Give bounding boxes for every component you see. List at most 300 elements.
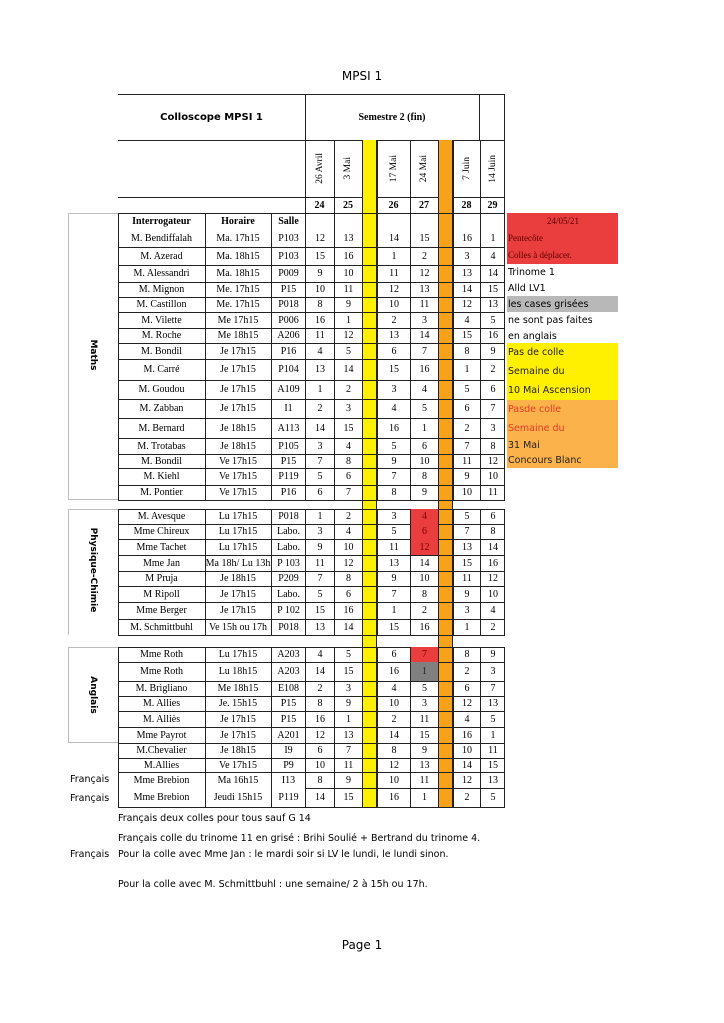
salle: I1 — [284, 403, 293, 414]
horaire: Ve 17h15 — [218, 759, 258, 771]
trinome-cell: 4 — [490, 250, 496, 262]
trinome-cell: 2 — [346, 511, 351, 522]
interrogateur-name: Mme Berger — [136, 605, 187, 616]
trinome-cell: 7 — [411, 647, 438, 662]
horaire: Je. 15h15 — [218, 698, 258, 709]
trinome-cell: 4 — [490, 605, 496, 616]
trinome-cell: 9 — [490, 649, 496, 660]
horaire: Me 18h15 — [217, 330, 259, 341]
trinome-cell: 4 — [411, 509, 438, 524]
salle: P15 — [280, 284, 297, 295]
salle: A201 — [277, 729, 300, 741]
horaire: Me. 17h15 — [216, 299, 260, 310]
section-label-francais-2: Français — [70, 793, 110, 804]
interrogateur-name: Mme Brebion — [133, 792, 190, 803]
interrogateur-name: M. Alessandri — [133, 268, 190, 279]
trinome-cell: 8 — [422, 471, 427, 482]
interrogateur-name: M Pruja — [145, 573, 178, 584]
horaire: Ma. 18h15 — [216, 268, 260, 279]
trinome-cell: 12 — [343, 330, 354, 341]
trinome-cell: 10 — [389, 299, 399, 310]
trinome-cell: 12 — [389, 284, 399, 295]
trinome-cell: 3 — [346, 683, 351, 694]
trinome-cell: 5 — [346, 345, 351, 357]
interrogateur-name: M. Alliès — [142, 713, 181, 725]
week-date — [305, 140, 334, 197]
footer-note-4: Pour la colle avec M. Schmittbuhl : une semaine/ 2 à 15h ou 17h. — [118, 879, 428, 890]
side-note: en anglais — [507, 328, 618, 345]
interrogateur-name: M. Bondil — [140, 455, 183, 467]
trinome-cell: 14 — [419, 330, 430, 341]
interrogateur-name: M. Goudou — [138, 384, 185, 395]
col-header-salle: Salle — [278, 215, 299, 227]
colloscope-title: Colloscope MPSI 1 — [160, 111, 263, 123]
trinome-cell: 9 — [391, 573, 397, 584]
trinome-cell: 8 — [391, 745, 397, 756]
trinome-cell: 16 — [389, 792, 399, 803]
trinome-cell: 14 — [389, 729, 399, 741]
trinome-cell: 13 — [389, 330, 399, 341]
salle: P105 — [278, 440, 299, 452]
trinome-cell: 11 — [343, 759, 354, 771]
trinome-cell: 14 — [419, 557, 430, 569]
trinome-cell: 2 — [422, 250, 427, 262]
trinome-cell: 16 — [462, 232, 472, 244]
trinome-cell: 10 — [389, 698, 399, 709]
trinome-cell: 7 — [490, 403, 496, 414]
salle: P009 — [278, 268, 299, 279]
trinome-cell: 1 — [346, 713, 351, 725]
side-note: Semaine du — [507, 362, 618, 381]
trinome-cell: 10 — [488, 471, 498, 482]
trinome-cell: 2 — [464, 666, 470, 677]
trinome-cell: 5 — [490, 713, 496, 725]
salle: P119 — [278, 792, 299, 803]
week-date — [377, 140, 410, 197]
horaire: Ma. 18h15 — [216, 250, 260, 262]
trinome-cell: 3 — [464, 605, 470, 616]
trinome-cell: 1 — [317, 511, 323, 522]
trinome-cell: 10 — [462, 745, 472, 756]
trinome-cell: 6 — [490, 384, 496, 395]
trinome-cell: 5 — [464, 384, 470, 395]
trinome-cell: 8 — [391, 487, 397, 498]
trinome-cell: 8 — [317, 774, 323, 786]
trinome-cell: 8 — [490, 440, 496, 452]
trinome-cell: 1 — [411, 662, 438, 681]
side-note: 31 Mai — [507, 438, 618, 453]
week-date-label: 26 Avril — [314, 153, 325, 184]
trinome-cell: 15 — [343, 792, 354, 803]
trinome-cell: 2 — [490, 364, 496, 375]
salle: P15 — [280, 698, 297, 709]
trinome-cell: 13 — [419, 759, 430, 771]
interrogateur-name: M. Roche — [141, 330, 182, 341]
salle: P103 — [278, 250, 299, 262]
horaire: Je 17h15 — [220, 605, 256, 616]
trinome-cell: 4 — [422, 384, 427, 395]
horaire: Ve 17h15 — [218, 487, 258, 498]
interrogateur-name: M. Pontier — [140, 487, 183, 498]
trinome-cell: 13 — [343, 729, 354, 741]
horaire: Me 17h15 — [217, 314, 259, 326]
trinome-cell: 15 — [462, 330, 472, 341]
page-number: Page 1 — [341, 938, 383, 952]
trinome-cell: 3 — [317, 526, 323, 537]
trinome-cell: 1 — [490, 729, 496, 741]
trinome-cell: 13 — [462, 541, 472, 553]
trinome-cell: 10 — [343, 541, 354, 553]
side-note: Pas de colle — [507, 343, 618, 362]
trinome-cell: 1 — [464, 364, 470, 375]
trinome-cell: 11 — [389, 541, 399, 553]
trinome-cell: 7 — [346, 745, 351, 756]
side-note: Alld LV1 — [507, 280, 618, 297]
trinome-cell: 5 — [391, 440, 397, 452]
trinome-cell: 7 — [346, 487, 351, 498]
salle: P119 — [278, 471, 299, 482]
trinome-cell: 10 — [462, 487, 472, 498]
salle: P15 — [280, 713, 297, 725]
salle: Labo. — [276, 541, 301, 553]
side-note: Trinome 1 — [507, 264, 618, 281]
trinome-cell: 6 — [464, 403, 470, 414]
trinome-cell: 7 — [317, 573, 323, 584]
salle: P006 — [278, 314, 299, 326]
horaire: Je 18h15 — [220, 573, 256, 584]
trinome-cell: 12 — [419, 268, 430, 279]
trinome-cell: 11 — [462, 455, 472, 467]
trinome-cell: 6 — [391, 649, 397, 660]
interrogateur-name: M. Bendiffalah — [131, 232, 192, 244]
trinome-cell: 16 — [315, 713, 325, 725]
trinome-cell: 1 — [391, 250, 397, 262]
interrogateur-name: M.Allies — [143, 759, 180, 771]
salle: P9 — [283, 759, 294, 771]
trinome-cell: 2 — [317, 683, 323, 694]
trinome-cell: 4 — [391, 403, 397, 414]
trinome-cell: 9 — [391, 455, 397, 467]
trinome-cell: 16 — [488, 330, 498, 341]
side-note: Colles à déplacer. — [507, 247, 618, 264]
trinome-cell: 13 — [389, 557, 399, 569]
trinome-cell: 9 — [464, 471, 470, 482]
horaire: Ma. 17h15 — [216, 232, 260, 244]
salle: A203 — [277, 666, 300, 677]
interrogateur-name: Mme Roth — [139, 649, 184, 660]
horaire: Lu 17h15 — [218, 649, 258, 660]
trinome-cell: 15 — [389, 621, 399, 633]
horaire: Je 17h15 — [220, 588, 256, 600]
horaire: Je 17h15 — [220, 384, 256, 395]
trinome-cell: 7 — [464, 526, 470, 537]
trinome-cell: 2 — [391, 713, 397, 725]
salle: A109 — [277, 384, 300, 395]
horaire: Je 17h15 — [220, 345, 256, 357]
horaire: Ve 15h ou 17h — [208, 621, 268, 633]
horaire: Lu 17h15 — [218, 526, 258, 537]
salle: P 103 — [277, 557, 300, 569]
trinome-cell: 12 — [488, 573, 498, 584]
trinome-cell: 7 — [464, 440, 470, 452]
trinome-cell: 12 — [488, 455, 498, 467]
trinome-cell: 10 — [389, 774, 399, 786]
trinome-cell: 12 — [462, 299, 472, 310]
interrogateur-name: M. Vilette — [141, 314, 182, 326]
horaire: Je 17h15 — [220, 364, 256, 375]
trinome-cell: 2 — [391, 314, 397, 326]
trinome-cell: 6 — [411, 524, 438, 539]
trinome-cell: 7 — [391, 588, 397, 600]
horaire: Me 18h15 — [217, 683, 259, 694]
holiday-band-yellow — [362, 140, 377, 807]
salle: P103 — [278, 232, 299, 244]
trinome-cell: 3 — [317, 440, 323, 452]
trinome-cell: 14 — [315, 422, 325, 434]
trinome-cell: 3 — [346, 403, 351, 414]
horaire: Jeudi 15h15 — [213, 792, 263, 803]
salle: P018 — [278, 511, 299, 522]
trinome-cell: 7 — [422, 345, 427, 357]
trinome-cell: 7 — [317, 455, 323, 467]
trinome-cell: 2 — [317, 403, 323, 414]
interrogateur-name: Mme Brebion — [133, 774, 190, 786]
interrogateur-name: Mme Payrot — [136, 729, 187, 741]
side-note: Semaine du — [507, 419, 618, 438]
trinome-cell: 9 — [346, 698, 351, 709]
week-date — [334, 140, 362, 197]
trinome-cell: 6 — [346, 588, 351, 600]
interrogateur-name: M. Azerad — [140, 250, 183, 262]
trinome-cell: 8 — [317, 698, 323, 709]
salle: E108 — [277, 683, 300, 694]
trinome-cell: 10 — [315, 759, 325, 771]
trinome-cell: 14 — [488, 541, 498, 553]
horaire: Je 18h15 — [220, 745, 256, 756]
trinome-cell: 5 — [317, 471, 323, 482]
trinome-cell: 3 — [464, 250, 470, 262]
trinome-cell: 15 — [462, 557, 472, 569]
salle: P 102 — [277, 605, 300, 616]
trinome-cell: 10 — [419, 455, 430, 467]
trinome-cell: 3 — [422, 698, 427, 709]
salle: A113 — [277, 422, 300, 434]
trinome-cell: 6 — [346, 471, 351, 482]
trinome-cell: 14 — [315, 666, 325, 677]
trinome-cell: 11 — [488, 745, 498, 756]
section-label-francais-1: Français — [70, 774, 110, 785]
trinome-cell: 1 — [317, 384, 323, 395]
trinome-cell: 9 — [317, 268, 323, 279]
week-number: 24 — [314, 199, 325, 211]
trinome-cell: 9 — [422, 745, 427, 756]
interrogateur-name: Mme Chireux — [133, 526, 190, 537]
interrogateur-name: M. Brigliano — [135, 683, 188, 694]
trinome-cell: 8 — [464, 345, 470, 357]
trinome-cell: 3 — [490, 666, 496, 677]
trinome-cell: 6 — [317, 487, 323, 498]
salle: Labo. — [276, 588, 301, 600]
trinome-cell: 11 — [315, 557, 325, 569]
trinome-cell: 15 — [488, 759, 498, 771]
trinome-cell: 2 — [346, 384, 351, 395]
trinome-cell: 12 — [315, 232, 325, 244]
trinome-cell: 16 — [488, 557, 498, 569]
salle: P209 — [278, 573, 299, 584]
interrogateur-name: M. Carré — [143, 364, 180, 375]
trinome-cell: 1 — [346, 314, 351, 326]
trinome-cell: 8 — [464, 649, 470, 660]
trinome-cell: 16 — [462, 729, 472, 741]
trinome-cell: 14 — [343, 364, 354, 375]
horaire: Ve 17h15 — [218, 471, 258, 482]
horaire: Je 17h15 — [220, 403, 256, 414]
trinome-cell: 4 — [391, 683, 397, 694]
interrogateur-name: Mme Roth — [139, 666, 184, 677]
section-label-physique: Physique-Chimie — [88, 527, 98, 613]
interrogateur-name: M. Bernard — [138, 422, 185, 434]
trinome-cell: 14 — [389, 232, 399, 244]
trinome-cell: 3 — [391, 511, 397, 522]
trinome-cell: 15 — [315, 605, 325, 616]
trinome-cell: 4 — [346, 526, 351, 537]
trinome-cell: 10 — [315, 284, 325, 295]
trinome-cell: 10 — [419, 573, 430, 584]
trinome-cell: 3 — [422, 314, 427, 326]
trinome-cell: 16 — [419, 621, 430, 633]
trinome-cell: 4 — [317, 649, 323, 660]
salle: P16 — [280, 487, 297, 498]
horaire: Lu 18h15 — [218, 666, 258, 677]
salle: P16 — [280, 345, 297, 357]
trinome-cell: 11 — [419, 713, 430, 725]
horaire: Je 17h15 — [220, 729, 256, 741]
col-header-interrogateur: Interrogateur — [132, 215, 191, 227]
interrogateur-name: M. Kiehl — [143, 471, 180, 482]
week-number: 29 — [487, 199, 498, 211]
trinome-cell: 5 — [490, 314, 496, 326]
footer-note-1: Français deux colles pour tous sauf G 14 — [118, 813, 311, 824]
trinome-cell: 11 — [419, 774, 430, 786]
trinome-cell: 9 — [346, 299, 351, 310]
week-date — [453, 140, 480, 197]
salle: I13 — [281, 774, 296, 786]
trinome-cell: 9 — [317, 541, 323, 553]
trinome-cell: 11 — [343, 284, 354, 295]
trinome-cell: 5 — [346, 649, 351, 660]
trinome-cell: 2 — [422, 605, 427, 616]
trinome-cell: 16 — [389, 422, 399, 434]
trinome-cell: 12 — [315, 729, 325, 741]
side-note: Pentecôte — [507, 230, 618, 247]
trinome-cell: 11 — [389, 268, 399, 279]
interrogateur-name: M. Zabban — [139, 403, 184, 414]
trinome-cell: 14 — [343, 621, 354, 633]
trinome-cell: 5 — [391, 526, 397, 537]
trinome-cell: 12 — [411, 539, 438, 555]
week-date — [480, 140, 505, 197]
trinome-cell: 16 — [343, 250, 354, 262]
interrogateur-name: M. Bondil — [140, 345, 183, 357]
trinome-cell: 6 — [391, 345, 397, 357]
trinome-cell: 13 — [488, 774, 498, 786]
trinome-cell: 13 — [488, 698, 498, 709]
interrogateur-name: M. Allies — [142, 698, 181, 709]
trinome-cell: 14 — [488, 268, 498, 279]
trinome-cell: 12 — [343, 557, 354, 569]
week-date-label: 24 Mai — [419, 154, 429, 183]
side-note: 24/05/21 — [507, 213, 618, 230]
trinome-cell: 9 — [490, 345, 496, 357]
side-note: 10 Mai Ascension — [507, 381, 618, 400]
trinome-cell: 13 — [343, 232, 354, 244]
trinome-cell: 2 — [464, 422, 470, 434]
week-number: 25 — [343, 199, 353, 211]
trinome-cell: 1 — [422, 792, 427, 803]
trinome-cell: 16 — [343, 605, 354, 616]
trinome-cell: 1 — [422, 422, 427, 434]
week-date-label: 3 Mai — [343, 157, 353, 180]
side-note: Pasde colle — [507, 400, 618, 419]
trinome-cell: 15 — [343, 666, 354, 677]
trinome-cell: 8 — [346, 455, 351, 467]
trinome-cell: 8 — [317, 299, 323, 310]
horaire: Lu 17h15 — [218, 511, 258, 522]
salle: P104 — [278, 364, 299, 375]
trinome-cell: 5 — [317, 588, 323, 600]
trinome-cell: 13 — [488, 299, 498, 310]
trinome-cell: 3 — [391, 384, 397, 395]
side-note: Concours Blanc — [507, 453, 618, 468]
trinome-cell: 8 — [346, 573, 351, 584]
horaire: Me. 17h15 — [216, 284, 260, 295]
trinome-cell: 12 — [462, 698, 472, 709]
interrogateur-name: Mme Tachet — [136, 541, 187, 553]
horaire: Ma 18h/ Lu 13h — [205, 557, 271, 569]
col-header-horaire: Horaire — [221, 215, 255, 227]
interrogateur-name: M Ripoll — [143, 588, 180, 600]
trinome-cell: 11 — [462, 573, 472, 584]
week-number: 28 — [461, 199, 472, 211]
trinome-cell: 11 — [315, 330, 325, 341]
interrogateur-name: M. Mignon — [138, 284, 185, 295]
trinome-cell: 15 — [419, 232, 430, 244]
trinome-cell: 13 — [315, 364, 325, 375]
trinome-cell: 3 — [490, 422, 496, 434]
trinome-cell: 2 — [464, 792, 470, 803]
side-note: les cases grisées — [507, 296, 618, 313]
trinome-cell: 12 — [389, 759, 399, 771]
horaire: Je 18h15 — [220, 422, 256, 434]
trinome-cell: 9 — [464, 588, 470, 600]
trinome-cell: 16 — [419, 364, 430, 375]
trinome-cell: 6 — [422, 440, 427, 452]
week-date-label: 7 Juin — [461, 157, 472, 180]
trinome-cell: 14 — [462, 284, 472, 295]
week-number: 27 — [419, 199, 429, 211]
week-date-label: 17 Mai — [388, 154, 399, 183]
trinome-cell: 15 — [343, 422, 354, 434]
salle: A203 — [277, 649, 300, 660]
interrogateur-name: M. Schmittbuhl — [130, 621, 193, 633]
trinome-cell: 5 — [490, 792, 496, 803]
page-title: MPSI 1 — [341, 69, 383, 83]
interrogateur-name: M.Chevalier — [136, 745, 187, 756]
footer-note-3-label: Français — [70, 849, 110, 860]
trinome-cell: 14 — [462, 759, 472, 771]
holiday-band-orange — [438, 140, 453, 807]
horaire: Je 18h15 — [220, 440, 256, 452]
